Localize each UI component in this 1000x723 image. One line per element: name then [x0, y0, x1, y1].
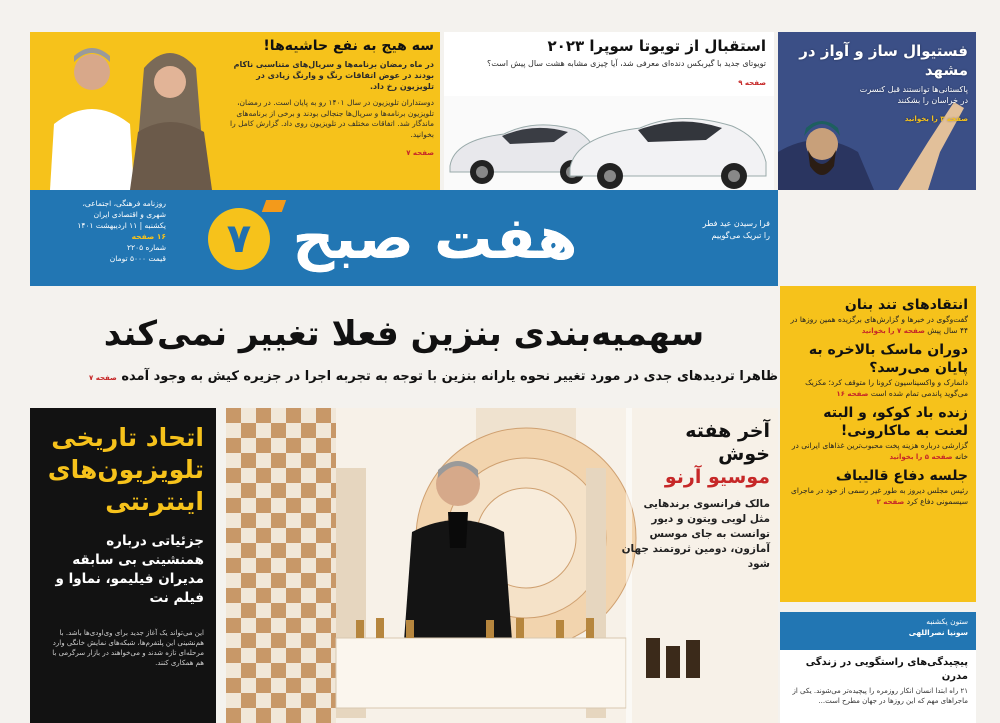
right-news-item[interactable]: [788, 404, 968, 463]
right-news-item[interactable]: [788, 296, 968, 337]
meta-price: قیمت ۵۰۰۰ تومان: [109, 254, 166, 263]
sunday-column-body: ۲۱ راه ابتدا انسان انکار روزمره را پیچیده‌تر می‌شوند. یکی از ماجراهای مهم که این روزها در جهان مطرح است...: [792, 687, 968, 705]
right-item-body: دانمارک و واکسیناسیون کرونا را متوقف کرد؛ مکزیک می‌گوید پاندمی تمام شده است: [805, 378, 968, 398]
teaser-right-ref: صفحه ۳ را بخوانید: [904, 115, 968, 123]
right-item-body: گفت‌وگوی در خبرها و گزارش‌های برگزیده همین روزها در ۴۴ سال پیش: [790, 315, 968, 335]
feature-text-block: [590, 420, 770, 572]
teaser-right-lead: پاکستانی‌ها توانستند قبل کنسرت در خراسان را بشکنند: [859, 85, 968, 105]
teaser-toyota[interactable]: [444, 32, 774, 190]
right-item-body: رئیس مجلس دیروز به طور غیر رسمی از خود در ماجرای سیسمونی دفاع کرد: [790, 486, 968, 506]
sunday-column-label: ستون یکشنبه: [926, 617, 968, 626]
masthead-meta: [36, 198, 166, 264]
main-subhead-ref: صفحه ۷: [89, 374, 117, 382]
masthead-eid-greeting: فرا رسیدن عید فطر را تبریک می‌گوییم: [702, 219, 770, 240]
meta-line-1: روزنامه فرهنگی، اجتماعی،: [82, 199, 166, 208]
teaser-tv-ramadan[interactable]: [30, 32, 440, 190]
teaser-center-lead: تویوتای جدید با گیربکس دنده‌ای معرفی شد، آیا چیزی مشابه هشت سال پیش است؟: [487, 59, 766, 68]
right-item-title: جلسه دفاع قالیباف: [835, 468, 968, 484]
main-subhead: [30, 368, 778, 387]
feature-name: موسیو آرنو: [664, 466, 770, 488]
teaser-left-lead: در ماه رمضان برنامه‌ها و سریال‌های متناسبی ناکام بودند در عوض اتفاقات رنگ و وارنگ زیادی در تلویزیون رخ داد.: [233, 60, 434, 91]
newspaper-logo: هفت صبح: [292, 204, 578, 272]
left-feature-column[interactable]: [30, 408, 216, 723]
right-item-title: دوران ماسک بالاخره به پایان می‌رسد؟: [808, 342, 968, 376]
teaser-left-body: دوستداران تلویزیون در سال ۱۴۰۱ رو به پایان است. در رمضان، تلویزیون برنامه‌ها و سریال‌ها جنجالی بودند و برخی از برنامه‌های ماندگار شد. اتفاقات مختلف در تلویزیون روی داد. گزارش کامل را بخوانید.: [230, 98, 434, 139]
logo-seven-badge: ۷: [208, 208, 270, 270]
toyota-cars-photo: [444, 96, 774, 190]
meta-date: یکشنبه | ۱۱ اردیبهشت ۱۴۰۱: [77, 221, 166, 230]
sunday-column-author: سونیا نصراللهی: [908, 628, 968, 637]
feature-kicker-2: خوش: [718, 443, 770, 465]
meta-issue: شماره ۲۲۰۵: [127, 243, 166, 252]
teaser-left-title: سه هیج به نفع حاشیه‌ها!: [263, 38, 434, 54]
main-subhead-text: ظاهرا تردیدهای جدی در مورد تغییر نحوه یارانه بنزین با توجه به تجربه اجرا در جزیره کیش به وجود آمده: [121, 369, 778, 384]
right-item-ref: صفحه ۲: [876, 498, 905, 506]
right-item-ref: صفحه ۷ را بخوانید: [861, 327, 925, 335]
teaser-photo-actors: [36, 32, 236, 190]
feature-body: مالک فرانسوی برندهایی مثل لویی ویتون و دیور توانست به جای موسس آمازون، دومین ثروتمند جهان شود: [621, 498, 770, 570]
right-item-title: انتقادهای تند بنان: [844, 297, 968, 313]
teaser-center-title: استقبال از تویوتا سوپرا ۲۰۲۳: [547, 37, 766, 55]
teaser-left-ref: صفحه ۷: [406, 149, 434, 157]
sunday-column[interactable]: [780, 612, 976, 723]
right-news-item[interactable]: [788, 467, 968, 508]
sunday-column-header: [780, 612, 976, 650]
teaser-center-ref: صفحه ۹: [738, 78, 766, 87]
masthead: [30, 190, 778, 286]
meta-line-2: شهری و اقتصادی ایران: [93, 210, 166, 219]
main-headline[interactable]: سهمیه‌بندی بنزین فعلا تغییر نمی‌کند: [103, 314, 705, 354]
right-news-column: [780, 286, 976, 602]
left-feature-deck: جزئیاتی درباره همنشینی بی سابقه مدیران فیلیمو، نماوا و فیلم نت: [55, 533, 204, 606]
left-feature-title: اتحاد تاریخی تلویزیون‌های اینترنتی: [47, 423, 204, 516]
teaser-music-festival[interactable]: [778, 32, 976, 190]
right-item-ref: صفحه ۱۶: [836, 390, 869, 398]
meta-pages: ۱۶ صفحه: [131, 232, 166, 241]
right-news-item[interactable]: [788, 341, 968, 400]
sunday-column-title: پیچیدگی‌های راستگویی در زندگی مدرن: [805, 657, 968, 682]
right-item-title: زنده باد کوکو، و البته لعنت به ماکارونی!: [823, 405, 968, 439]
right-item-ref: صفحه ۵ را بخوانید: [889, 453, 953, 461]
left-feature-body: این می‌تواند یک آغاز جدید برای وی‌او‌دی‌ها باشد. با هم‌نشینی این پلتفرم‌ها، شبکه‌های نمایش خانگی وارد مرحله‌ای تازه شدند و می‌خواهند در بازار سرگرمی با هم همکاری کنند.: [52, 629, 204, 667]
feature-kicker-1: آخر هفته: [685, 420, 770, 442]
teaser-right-title: فستیوال ساز و آواز در مشهد: [799, 42, 968, 79]
right-item-body: گزارشی درباره هزینه پخت محبوب‌ترین غذاهای ایرانی در خانه: [791, 441, 968, 461]
